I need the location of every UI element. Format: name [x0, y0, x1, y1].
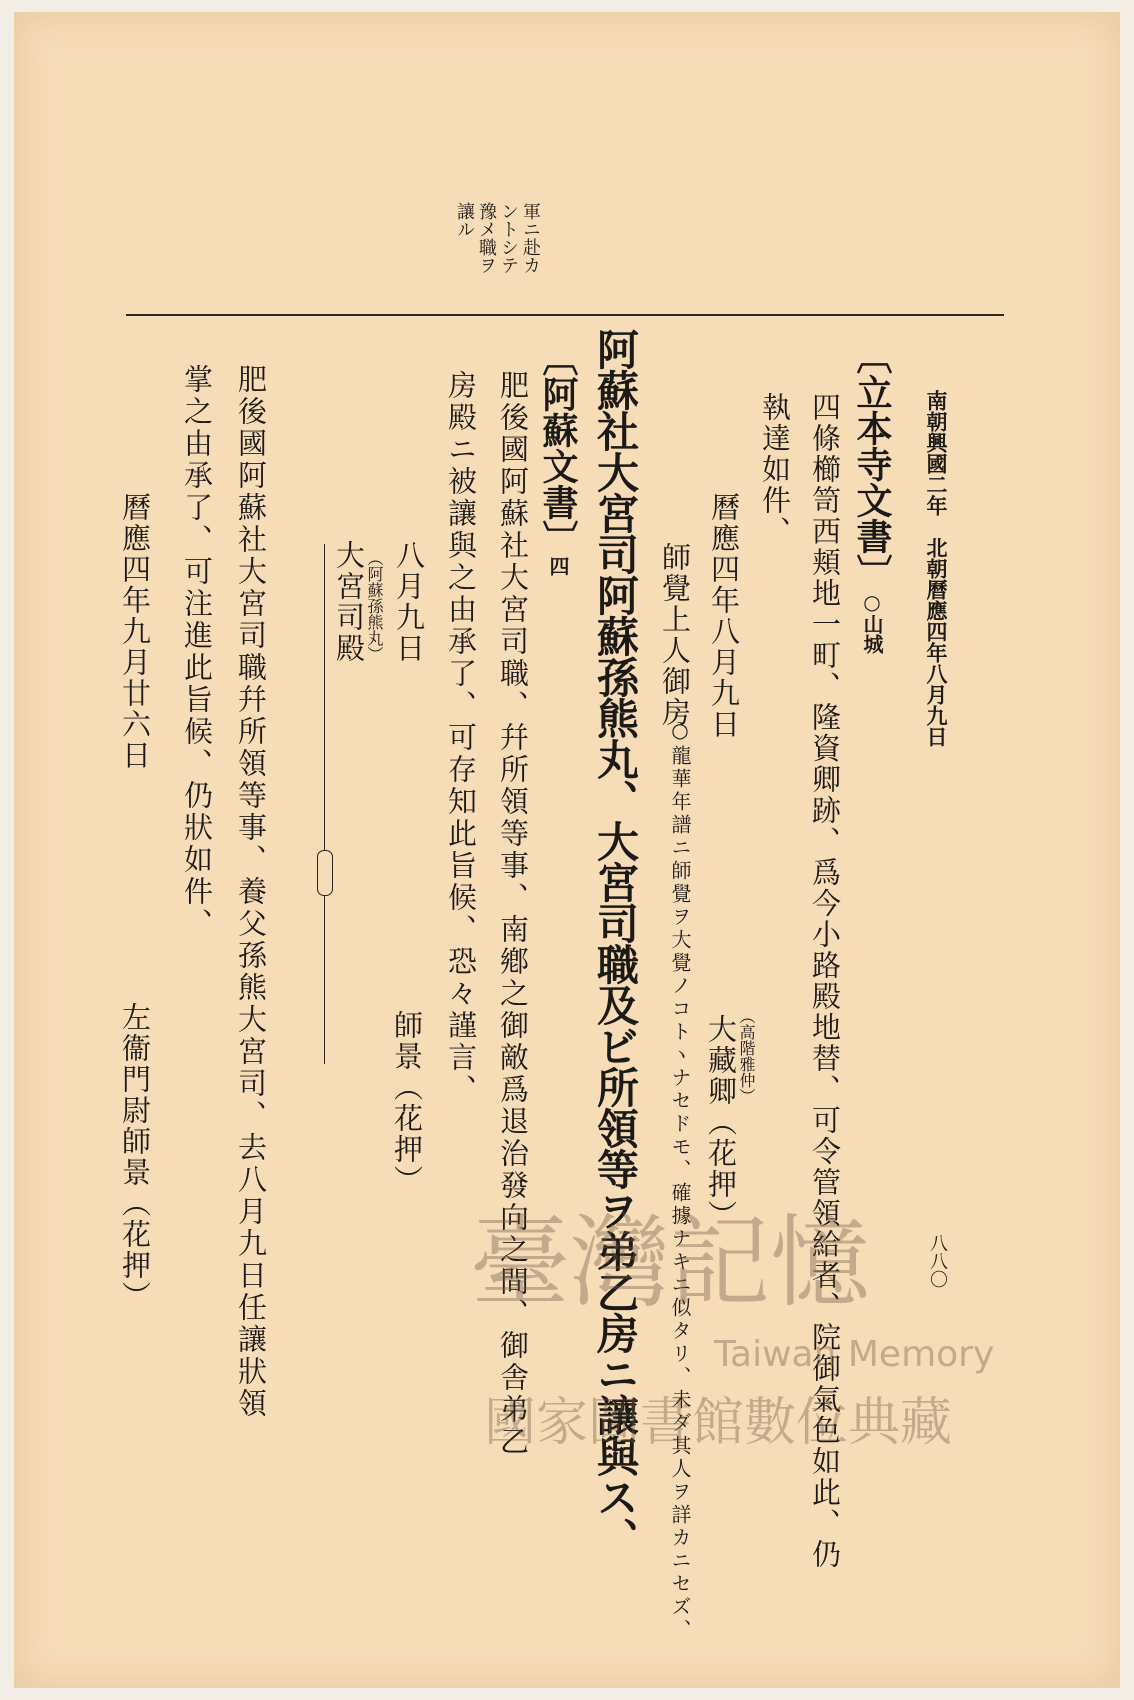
doc2-title — [537, 340, 579, 576]
doc2-signer: 師景（花押） — [390, 1010, 424, 1196]
doc2-addressee: 大宮司殿 — [332, 540, 366, 664]
running-header: 南朝興國二年 北朝曆應四年八月九日 — [924, 390, 949, 747]
header-rule — [126, 314, 1004, 316]
doc1-addressee: 師覺上人御房 — [658, 542, 692, 728]
doc3-body-line-1: 肥後國阿蘇社大宮司職幷所領等事、養父孫熊大宮司、去八月九日任讓狀領 — [234, 364, 268, 1420]
margin-note-line-2: ントシテ — [498, 202, 519, 274]
book-page — [14, 12, 1120, 1688]
doc2-date: 八月九日 — [392, 540, 426, 664]
doc2-title-text: 〔阿蘇文書〕 — [537, 340, 579, 556]
doc1-signer: 大藏卿（花押） — [704, 1014, 738, 1231]
doc1-date: 曆應四年八月九日 — [707, 492, 741, 740]
doc1-title-note: ○山城 — [860, 590, 884, 654]
doc1-commentary: ○龍華年譜ニ師覺ヲ大覺ノコトヽナセドモ、確據ナキニ似タリ、未ダ其人ヲ詳カニセズ、 — [668, 718, 692, 1642]
watermark-org: 國家圖書館數位典藏 — [484, 1393, 953, 1453]
doc1-signer-note: （高階雅仲） — [737, 1008, 756, 1104]
doc2-addressee-note: （阿蘇孫熊丸） — [365, 550, 384, 662]
section-heading: 阿蘇社大宮司阿蘇孫熊丸、大宮司職及ビ所領等ヲ弟乙房ニ讓與ス、 — [591, 328, 640, 1558]
doc3-date: 曆應四年九月廿六日 — [118, 492, 152, 771]
doc1-title — [851, 338, 893, 654]
doc2-body-line-2: 房殿ニ被讓與之由承了、可存知此旨候、恐々謹言、 — [444, 370, 478, 1106]
doc1-body-line-1: 四條櫛笥西頬地一町、隆資卿跡、爲今小路殿地替、可令管領給者、院御氣色如此、仍 — [808, 392, 842, 1570]
margin-note-line-3: 豫メ職ヲ — [476, 202, 497, 274]
column-divider — [324, 544, 325, 1064]
doc3-signer: 左衞門尉師景（花押） — [118, 1002, 152, 1312]
doc1-title-text: 〔立本寺文書〕 — [851, 338, 893, 590]
watermark-cn: 臺灣記憶 — [470, 1204, 870, 1321]
margin-note-line-4: 讓ル — [454, 202, 475, 238]
page-number: 八八〇 — [927, 1234, 948, 1288]
doc2-title-note: 四 — [546, 556, 570, 576]
doc3-body-line-2: 掌之由承了、可注進此旨候、仍狀如件、 — [180, 364, 214, 940]
doc1-body-line-2: 執達如件、 — [758, 392, 792, 547]
watermark-en: Taiwan Memory — [714, 1334, 995, 1375]
margin-note-line-1: 軍ニ赴カ — [520, 202, 541, 274]
divider-ornament — [317, 850, 333, 896]
doc2-body-line-1: 肥後國阿蘇社大宮司職、幷所領等事、南鄕之御敵爲退治發向之間、御舎弟乙 — [496, 370, 530, 1458]
